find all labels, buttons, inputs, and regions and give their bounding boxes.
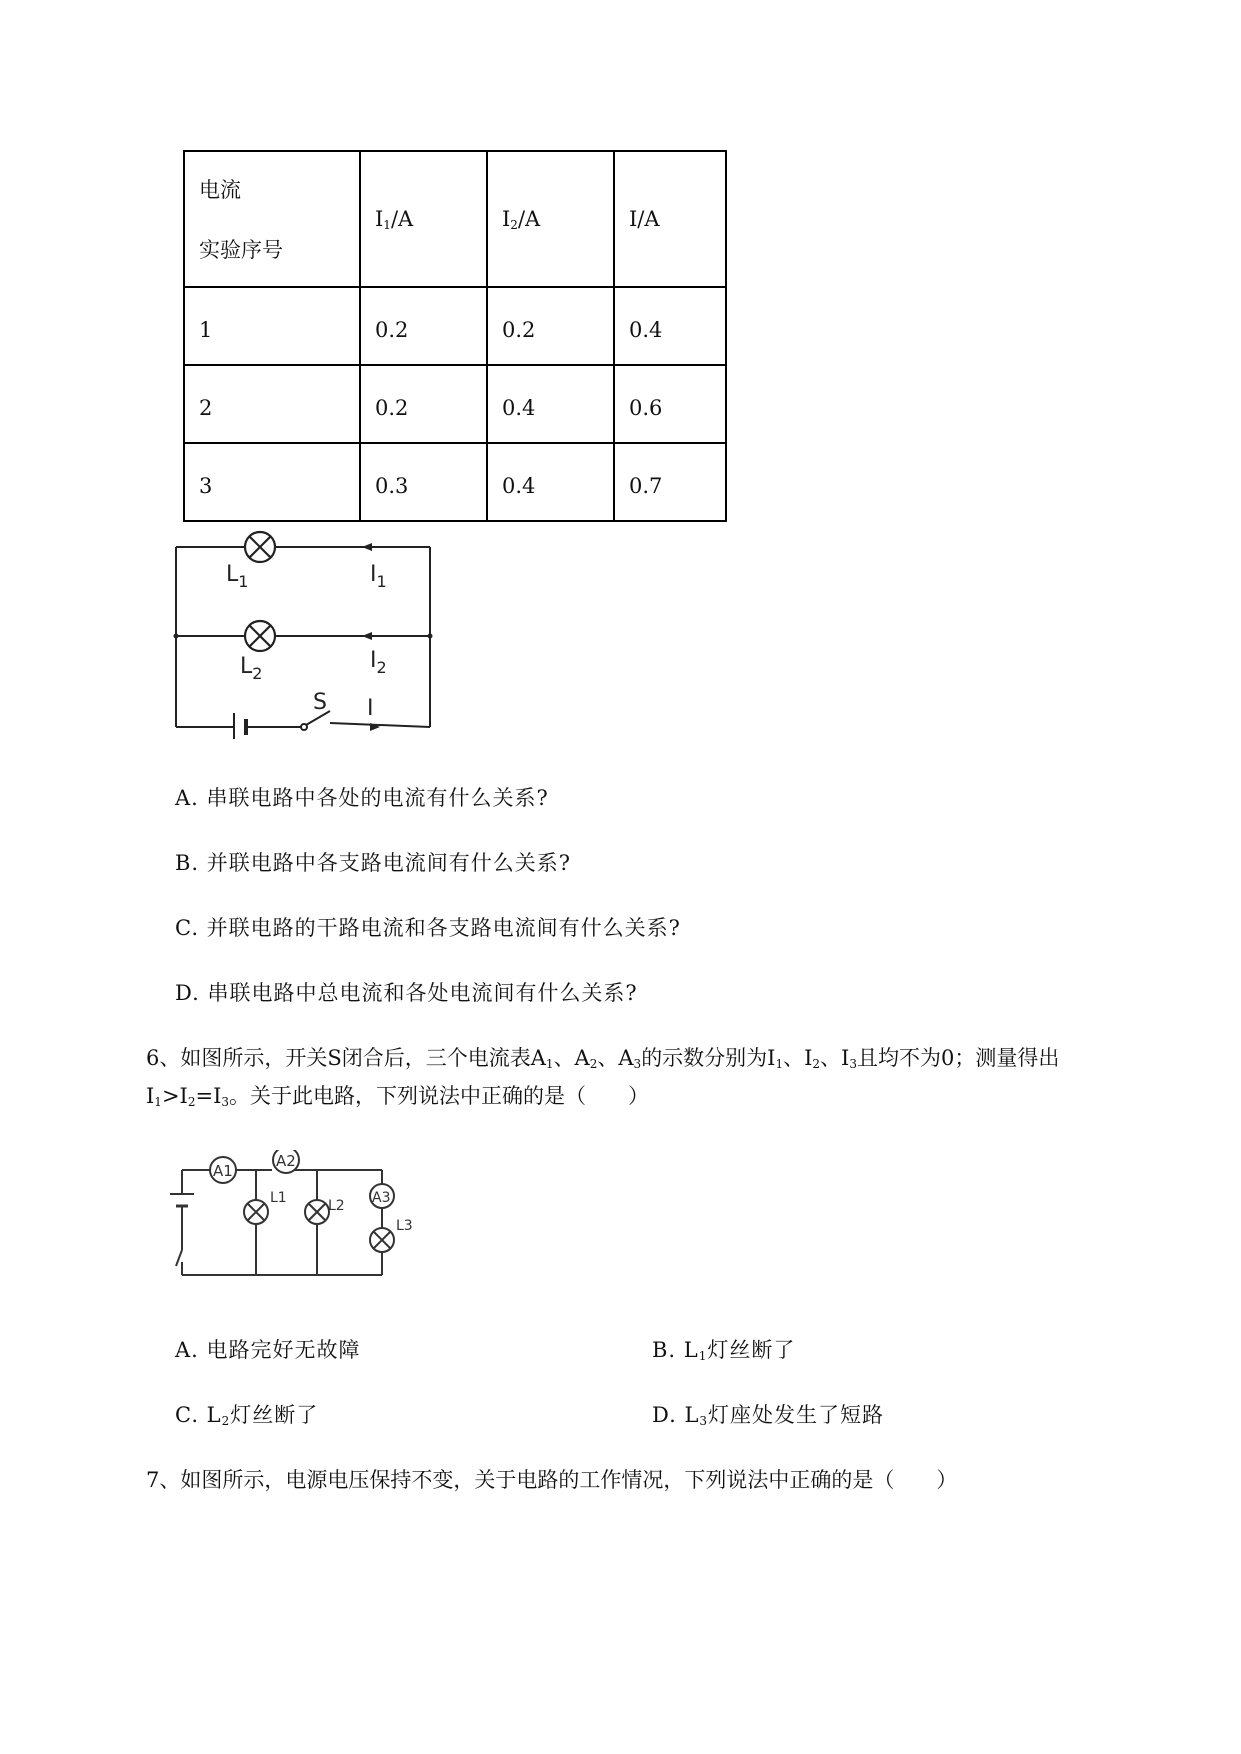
lamp-l2-label: $L_2$ (240, 654, 263, 683)
junction-dot (174, 634, 179, 639)
q6-option-c: C. $L_2$灯丝断了 (175, 1403, 319, 1428)
table-row (184, 287, 726, 365)
q5-option-a: A. 串联电路中各处的电流有什么关系? (175, 786, 549, 810)
header-cell-i1: $I_1/A$ (360, 151, 487, 287)
q7-stem: 7、如图所示，电源电压保持不变，关于电路的工作情况，下列说法中正确的是（ ） (146, 1468, 958, 1492)
lamp-l1-label: L1 (270, 1190, 287, 1206)
q5-option-b: B. 并联电路中各支路电流间有什么关系? (175, 851, 572, 875)
lamp-l3-label: L3 (396, 1218, 413, 1234)
q6-stem-line2: $I_1>I_2=I_3$。关于此电路，下列说法中正确的是（ ） (146, 1084, 650, 1109)
svg-text:A2: A2 (276, 1152, 296, 1170)
table-cell: 0.4 (487, 365, 614, 443)
current-i1-label: $I_1$ (370, 562, 387, 591)
current-data-table (183, 150, 727, 522)
table-row (184, 443, 726, 521)
table-cell: 0.6 (614, 365, 726, 443)
q6-option-d: D. $L_3$灯座处发生了短路 (652, 1403, 885, 1428)
header-cell-i2: $I_2/A$ (487, 151, 614, 287)
header-trial-label: 实验序号 (199, 238, 283, 262)
header-cell-i: I/A (614, 151, 726, 287)
battery-symbol (170, 1194, 194, 1206)
table-row (184, 365, 726, 443)
switch-s-label: S (313, 690, 327, 715)
lamp-l2-symbol (305, 1200, 329, 1224)
lamp-l1-symbol (244, 1200, 268, 1224)
q6-option-a: A. 电路完好无故障 (175, 1338, 361, 1362)
q6-option-b: B. $L_1$灯丝断了 (652, 1338, 796, 1363)
svg-text:A1: A1 (213, 1162, 233, 1180)
ammeter-a2-symbol (273, 1150, 299, 1173)
junction-dot (428, 634, 433, 639)
header-current-label: 电流 (199, 178, 241, 202)
q5-option-d: D. 串联电路中总电流和各处电流间有什么关系? (175, 981, 638, 1005)
table-cell: 0.3 (360, 443, 487, 521)
ammeter-a1-symbol (210, 1157, 236, 1183)
lamp-l3-symbol (370, 1228, 394, 1252)
table-cell: 0.4 (487, 443, 614, 521)
lamp-l2-symbol (245, 621, 275, 651)
table-cell: 0.4 (614, 287, 726, 365)
ammeter-circuit-diagram (170, 1150, 435, 1285)
q5-option-c: C. 并联电路的干路电流和各支路电流间有什么关系? (175, 916, 681, 940)
table-cell: 3 (184, 443, 360, 521)
table-cell: 0.2 (487, 287, 614, 365)
table-cell: 0.7 (614, 443, 726, 521)
current-i-label: I (367, 696, 374, 721)
battery-symbol (234, 713, 246, 739)
lamp-l2-label: L2 (328, 1198, 345, 1214)
current-i2-label: $I_2$ (370, 648, 387, 677)
table-cell: 2 (184, 365, 360, 443)
parallel-circuit-diagram (170, 525, 450, 750)
table-cell: 1 (184, 287, 360, 365)
svg-text:A3: A3 (372, 1190, 391, 1206)
lamp-l1-symbol (245, 532, 275, 562)
table-cell: 0.2 (360, 365, 487, 443)
ammeter-a3-symbol (370, 1184, 394, 1208)
table-cell: 0.2 (360, 287, 487, 365)
q6-stem-line1: 6、如图所示，开关S闭合后，三个电流表$A_1$、$A_2$、$A_3$的示数分别为$I_1$、$I_2$、$I_3$且均不为0；测量得出 (146, 1046, 1060, 1071)
header-cell-label (184, 151, 360, 287)
table-header-row (184, 151, 726, 287)
lamp-l1-label: $L_1$ (226, 562, 249, 591)
